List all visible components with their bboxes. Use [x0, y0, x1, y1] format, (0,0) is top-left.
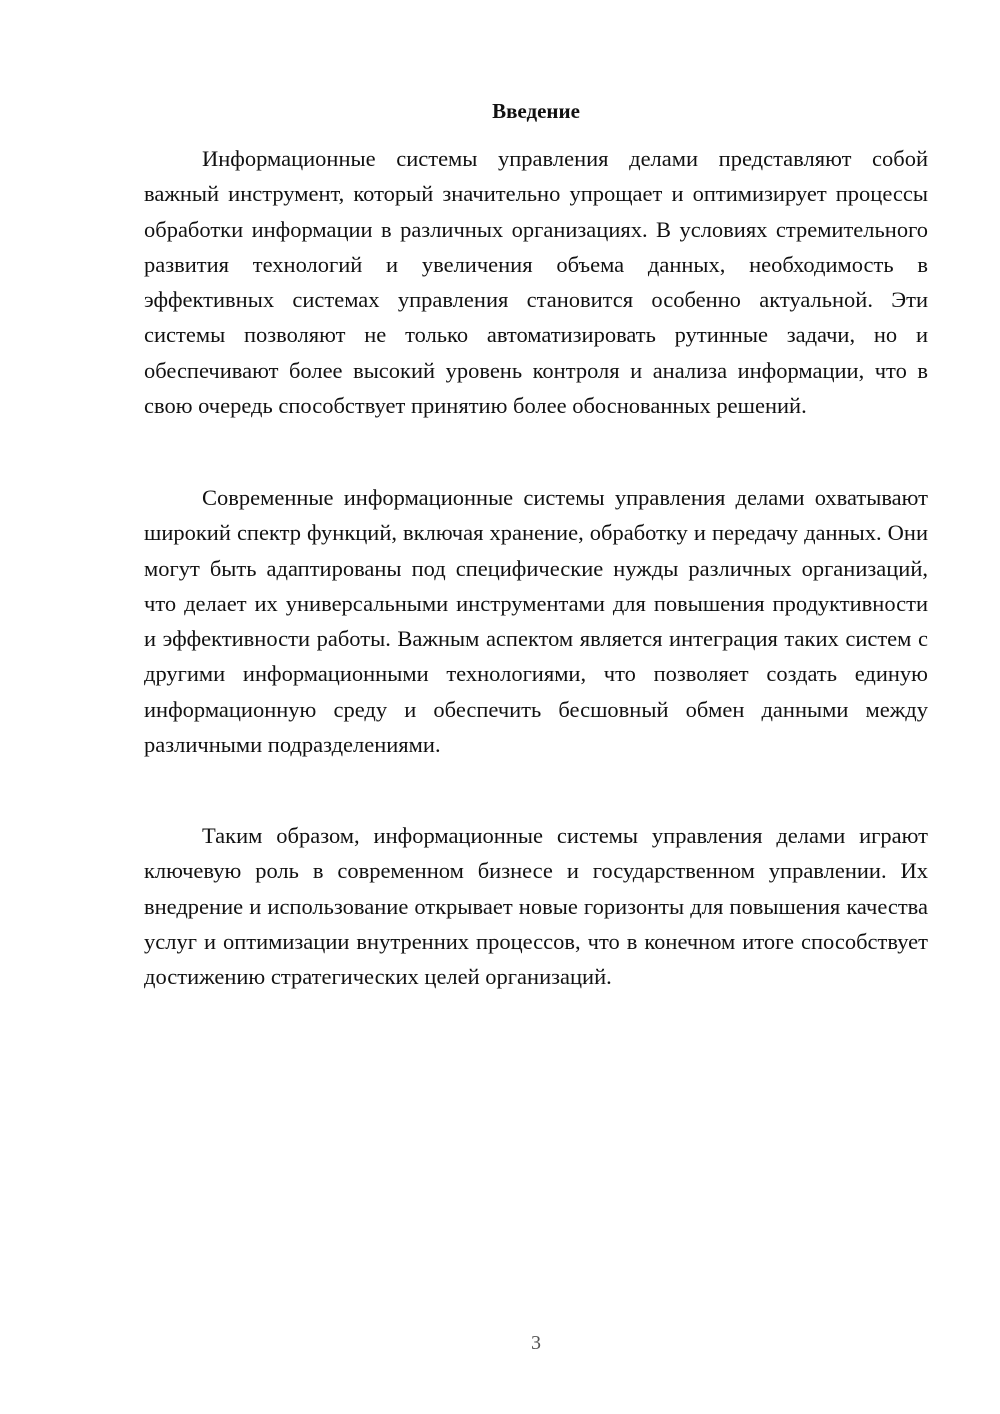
page-number: 3	[531, 1332, 541, 1354]
paragraph-3: Таким образом, информационные системы управления делами играют ключевую роль в современном бизнесе и государственном управлении. Их внедрение и использование открывает новые горизонты для повышения качества услуг и оптимизации внутренних процессов, что в конечном итоге способствует достижению стратегических целей организаций.	[144, 823, 928, 990]
paragraph-2: Современные информационные системы управления делами охватывают широкий спектр функций, включая хранение, обработку и передачу данных. Они могут быть адаптированы под специфические нужды различных организаций, что делает их универсальными инструментами для повышения продуктивности и эффективности работы. Важным аспектом является интеграция таких систем с другими информационными технологиями, что позволяет создать единую информационную среду и обеспечить бесшовный обмен данными между различными подразделениями.	[144, 485, 928, 758]
section-heading: Введение	[492, 99, 580, 123]
paragraph-1: Информационные системы управления делами представляют собой важный инструмент, который значительно упрощает и оптимизирует процессы обработки информации в различных организациях. В условиях стремительного развития технологий и увеличения объема данных, необходимость в эффективных системах управления становится особенно актуальной. Эти системы позволяют не только автоматизировать рутинные задачи, но и обеспечивают более высокий уровень контроля и анализа информации, что в свою очередь способствует принятию более обоснованных решений.	[144, 146, 928, 419]
